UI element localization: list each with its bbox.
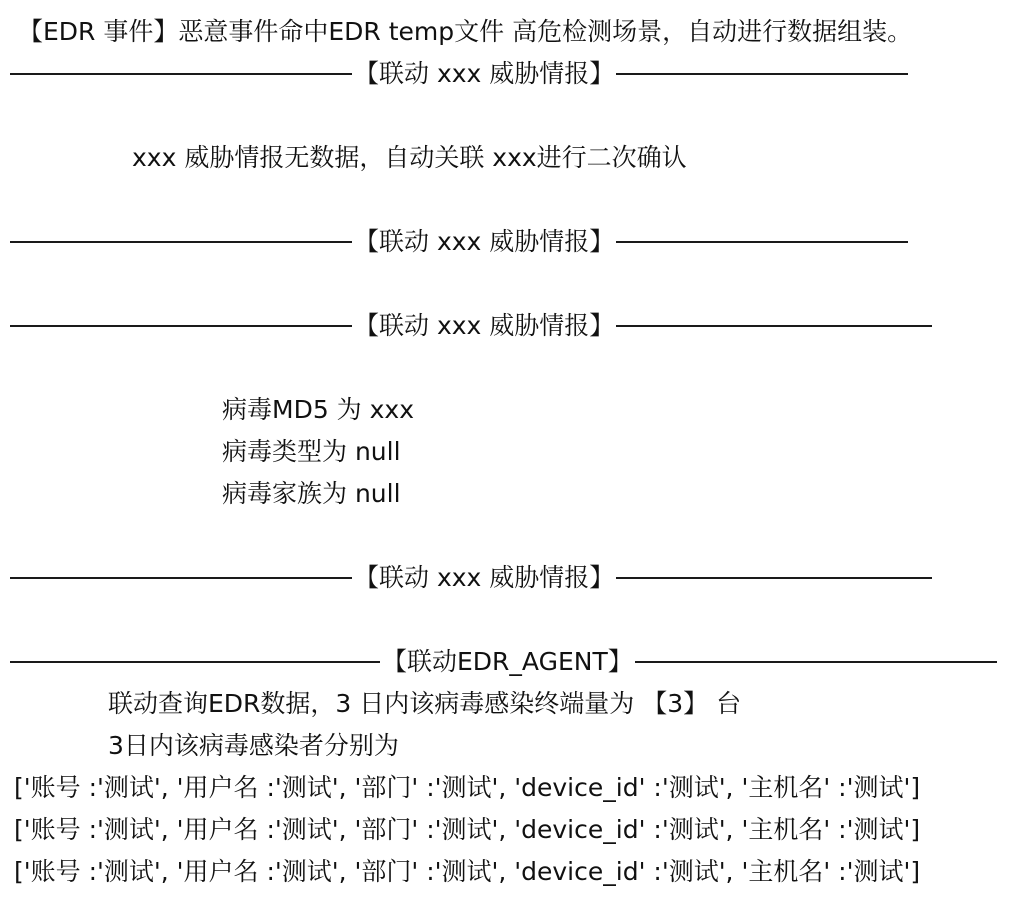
separator-rule-left [10, 325, 352, 327]
separator-rule-right [616, 325, 932, 327]
edr-subtitle: 3日内该病毒感染者分别为 [108, 731, 399, 760]
intel-1-message: xxx 威胁情报无数据，自动关联 xxx进行二次确认 [132, 143, 687, 172]
edr-summary: 联动查询EDR数据，3 日内该病毒感染终端量为 【3】 台 [108, 689, 742, 718]
section-header-intel-2: 【联动 xxx 威胁情报】 [354, 227, 615, 256]
section-header-intel-3: 【联动 xxx 威胁情报】 [354, 311, 615, 340]
section-header-intel-1: 【联动 xxx 威胁情报】 [354, 59, 615, 88]
separator-rule-left [10, 577, 352, 579]
virus-type: 病毒类型为 null [222, 437, 401, 466]
separator-rule-left [10, 661, 380, 663]
separator-rule-left [10, 73, 352, 75]
section-separator-edr-agent [10, 646, 997, 678]
virus-md5: 病毒MD5 为 xxx [222, 395, 415, 424]
separator-rule-right [635, 661, 997, 663]
virus-family: 病毒家族为 null [222, 479, 401, 508]
section-separator-intel-4 [10, 562, 932, 594]
section-header-edr-agent: 【联动EDR_AGENT】 [382, 647, 633, 676]
section-separator-intel-2 [10, 226, 908, 258]
section-separator-intel-3 [10, 310, 932, 342]
infected-record: ['账号 :'测试', '用户名 :'测试', '部门' :'测试', 'device_id' :'测试', '主机名' :'测试'] [14, 815, 921, 844]
separator-rule-right [616, 73, 908, 75]
separator-rule-right [616, 577, 932, 579]
separator-rule-left [10, 241, 352, 243]
section-separator-intel-1 [10, 58, 908, 90]
document-title: 【EDR 事件】恶意事件命中EDR temp文件 高危检测场景，自动进行数据组装。 [18, 17, 913, 46]
separator-rule-right [616, 241, 908, 243]
section-header-intel-4: 【联动 xxx 威胁情报】 [354, 563, 615, 592]
infected-record: ['账号 :'测试', '用户名 :'测试', '部门' :'测试', 'device_id' :'测试', '主机名' :'测试'] [14, 857, 921, 886]
infected-record: ['账号 :'测试', '用户名 :'测试', '部门' :'测试', 'device_id' :'测试', '主机名' :'测试'] [14, 773, 921, 802]
